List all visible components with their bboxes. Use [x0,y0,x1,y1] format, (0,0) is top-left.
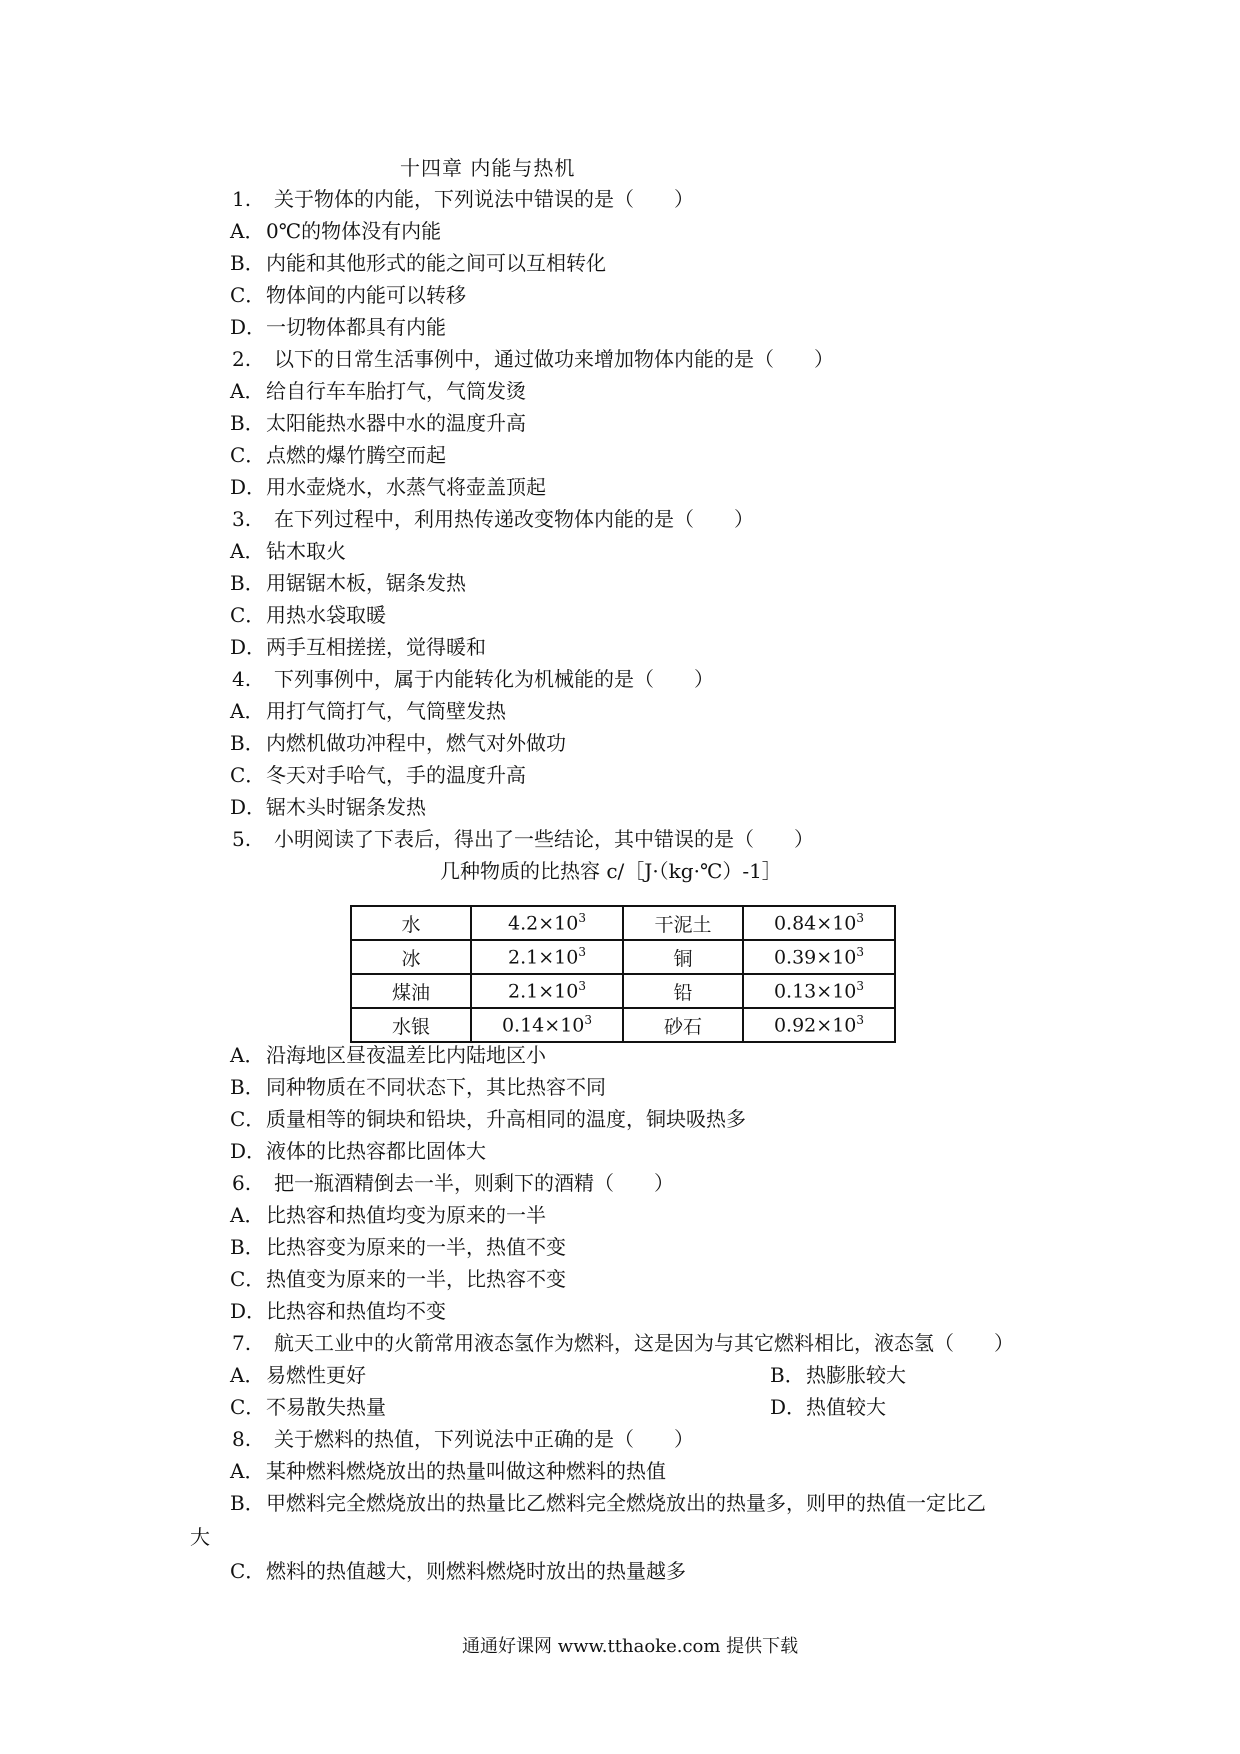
specific-heat-table [350,905,896,1043]
option-4b [230,728,566,758]
option-1a [230,216,441,246]
option-text: 比热容和热值均变为原来的一半 [266,1203,546,1227]
option-text: 不易散失热量 [266,1395,386,1419]
question-5 [232,824,814,854]
option-text: 钻木取火 [266,539,346,563]
option-key: D． [230,1139,267,1163]
option-text: 内燃机做功冲程中，燃气对外做功 [266,731,566,755]
option-2c [230,440,446,470]
question-8 [232,1424,694,1454]
question-7 [232,1328,1014,1358]
option-text: 易燃性更好 [266,1363,366,1387]
option-6c [230,1264,566,1294]
option-key: C． [230,1107,266,1131]
option-7b [770,1360,906,1390]
option-key: D． [230,795,267,819]
option-8b-continuation: 大 [190,1525,210,1549]
option-key: B． [230,411,265,435]
option-key: D． [230,475,267,499]
option-key: D． [230,635,267,659]
option-key: C． [230,1395,266,1419]
question-1 [232,184,694,214]
option-key: B． [230,1491,265,1515]
question-number: 3. [232,507,252,531]
option-2d [230,472,546,502]
option-text: 液体的比热容都比固体大 [266,1139,486,1163]
cell-value: 4.2×10 [508,912,579,935]
option-8c [230,1556,686,1586]
option-key: D． [230,1299,267,1323]
question-number: 1. [232,187,252,211]
question-number: 6. [232,1171,252,1195]
option-key: C． [230,1267,266,1291]
cell-exponent: 3 [856,945,865,960]
option-key: D． [230,315,267,339]
cell-exponent: 3 [578,911,586,926]
table-row [351,1008,895,1042]
cell-exponent: 3 [856,911,865,926]
table-cell: 干泥土 [623,906,743,940]
table-cell [743,974,895,1008]
table-cell: 铜 [623,940,743,974]
cell-value: 0.14×10 [501,1014,585,1037]
cell-exponent: 3 [578,979,586,994]
option-key: A． [230,1459,265,1483]
question-number: 5. [232,827,252,851]
option-text: 质量相等的铜块和铅块，升高相同的温度，铜块吸热多 [266,1107,746,1131]
cell-exponent: 3 [856,1013,865,1028]
cell-value: 0.39×10 [773,946,857,969]
option-3d [230,632,486,662]
option-key: A． [230,1043,265,1067]
option-text: 比热容和热值均不变 [266,1299,446,1323]
option-8b [230,1488,986,1518]
cell-exponent: 3 [584,1013,593,1028]
table-cell [743,1008,895,1042]
option-text: 某种燃料燃烧放出的热量叫做这种燃料的热值 [266,1459,666,1483]
table-cell [743,906,895,940]
question-stem: 以下的日常生活事例中，通过做功来增加物体内能的是（ ） [274,347,834,371]
table-row [351,940,895,974]
option-1b [230,248,606,278]
option-text: 物体间的内能可以转移 [266,283,466,307]
cell-value: 2.1×10 [508,980,579,1003]
option-4d [230,792,426,822]
cell-value: 0.92×10 [773,1014,857,1037]
option-1d [230,312,446,342]
option-text: 热值较大 [806,1395,886,1419]
option-key: B． [230,571,265,595]
option-key: A． [230,539,265,563]
table-row [351,974,895,1008]
option-text: 用水壶烧水，水蒸气将壶盖顶起 [266,475,546,499]
option-text: 锯木头时锯条发热 [266,795,426,819]
table-cell: 铅 [623,974,743,1008]
chapter-title: 十四章 内能与热机 [400,156,576,180]
option-text: 沿海地区昼夜温差比内陆地区小 [266,1043,546,1067]
option-key: D． [770,1395,807,1419]
option-key: B． [230,251,265,275]
option-text: 两手互相搓搓，觉得暖和 [266,635,486,659]
option-text: 内能和其他形式的能之间可以互相转化 [266,251,606,275]
option-2b [230,408,526,438]
option-key: C． [230,603,266,627]
option-7a [230,1363,366,1387]
question-number: 4. [232,667,252,691]
option-6a [230,1200,546,1230]
option-6d [230,1296,446,1326]
cell-exponent: 3 [856,979,865,994]
table-cell [471,974,623,1008]
option-text: 用热水袋取暖 [266,603,386,627]
table-cell: 水 [351,906,471,940]
question-number: 7. [232,1331,252,1355]
question-stem: 航天工业中的火箭常用液态氢作为燃料，这是因为与其它燃料相比，液态氢（ ） [274,1331,1014,1355]
option-text: 甲燃料完全燃烧放出的热量比乙燃料完全燃烧放出的热量多，则甲的热值一定比乙 [266,1491,986,1515]
cell-value: 0.13×10 [773,980,857,1003]
table-caption: 几种物质的比热容 c/［J·（kg·℃）-1］ [440,859,782,883]
question-number: 2. [232,347,252,371]
question-6 [232,1168,674,1198]
table-cell [471,1008,623,1042]
option-key: B． [230,1235,265,1259]
option-text: 冬天对手哈气，手的温度升高 [266,763,526,787]
option-row-7ab [230,1360,906,1390]
option-4c [230,760,526,790]
option-text: 同种物质在不同状态下，其比热容不同 [266,1075,606,1099]
option-2a [230,376,526,406]
option-key: A． [230,379,265,403]
option-text: 用打气筒打气，气筒壁发热 [266,699,506,723]
option-text: 热膨胀较大 [806,1363,906,1387]
option-key: C． [230,443,266,467]
question-3 [232,504,754,534]
table-cell: 水银 [351,1008,471,1042]
option-3a [230,536,346,566]
option-3b [230,568,466,598]
table-cell: 煤油 [351,974,471,1008]
table-cell [471,940,623,974]
option-text: 热值变为原来的一半，比热容不变 [266,1267,566,1291]
question-stem: 下列事例中，属于内能转化为机械能的是（ ） [274,667,714,691]
table-cell: 砂石 [623,1008,743,1042]
option-key: B． [230,1075,265,1099]
option-text: 给自行车车胎打气，气筒发烫 [266,379,526,403]
question-number: 8. [232,1427,252,1451]
option-row-7cd [230,1392,886,1422]
cell-value: 2.1×10 [508,946,579,969]
option-6b [230,1232,566,1262]
option-key: C． [230,283,266,307]
cell-exponent: 3 [578,945,586,960]
option-1c [230,280,466,310]
option-text: 一切物体都具有内能 [266,315,446,339]
question-stem: 关于燃料的热值，下列说法中正确的是（ ） [274,1427,694,1451]
option-7c [230,1395,386,1419]
option-text: 燃料的热值越大，则燃料燃烧时放出的热量越多 [266,1559,686,1583]
question-4 [232,664,714,694]
question-stem: 小明阅读了下表后，得出了一些结论，其中错误的是（ ） [274,827,814,851]
question-stem: 把一瓶酒精倒去一半，则剩下的酒精（ ） [274,1171,674,1195]
option-text: 0℃的物体没有内能 [266,219,442,243]
option-4a [230,696,506,726]
table-cell: 冰 [351,940,471,974]
option-7d [770,1392,886,1422]
option-key: C． [230,763,266,787]
option-key: A． [230,219,265,243]
option-key: A． [230,1363,265,1387]
option-8a [230,1456,666,1486]
question-2 [232,344,834,374]
table-cell [743,940,895,974]
option-key: B． [230,731,265,755]
option-text: 点燃的爆竹腾空而起 [266,443,446,467]
option-key: B． [770,1363,805,1387]
option-text: 太阳能热水器中水的温度升高 [266,411,526,435]
question-stem: 在下列过程中，利用热传递改变物体内能的是（ ） [274,507,754,531]
option-key: A． [230,699,265,723]
option-text: 用锯锯木板，锯条发热 [266,571,466,595]
option-5a [230,1040,546,1070]
option-3c [230,600,386,630]
cell-value: 0.84×10 [773,912,857,935]
table-cell [471,906,623,940]
option-5d [230,1136,486,1166]
option-text: 比热容变为原来的一半，热值不变 [266,1235,566,1259]
option-5b [230,1072,606,1102]
page-footer: 通通好课网 www.tthaoke.com 提供下载 [462,1636,799,1657]
table-row [351,906,895,940]
option-5c [230,1104,746,1134]
question-stem: 关于物体的内能，下列说法中错误的是（ ） [274,187,694,211]
option-key: A． [230,1203,265,1227]
option-key: C． [230,1559,266,1583]
